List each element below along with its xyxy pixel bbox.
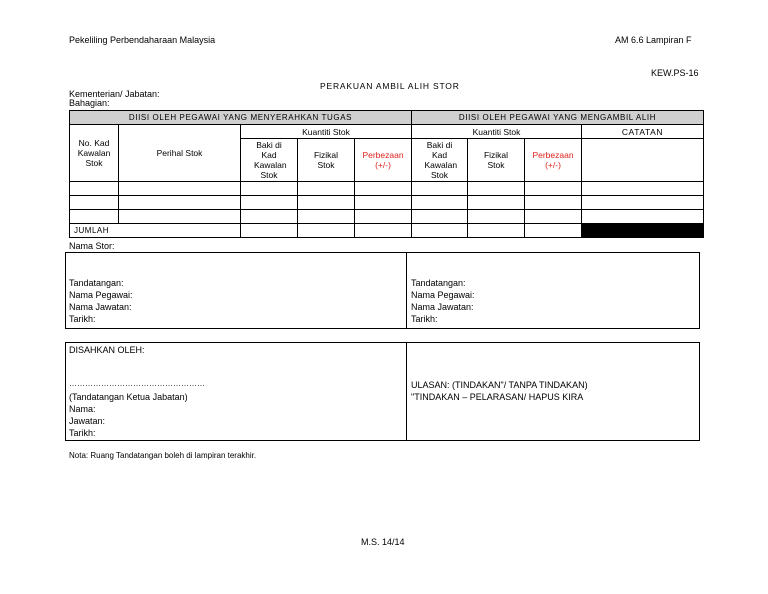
- takeover-nama-jawatan: Nama Jawatan:: [411, 302, 474, 312]
- tindakan-label: "TINDAKAN – PELARASAN/ HAPUS KIRA: [411, 392, 584, 402]
- jumlah-label: JUMLAH: [70, 224, 241, 238]
- catatan-header: CATATAN: [582, 125, 704, 139]
- document-header-left: Pekeliling Perbendaharaan Malaysia: [69, 35, 216, 45]
- table-row: [70, 210, 704, 224]
- handover-tarikh: Tarikh:: [69, 314, 96, 324]
- catatan-blacked-cell: [582, 224, 704, 238]
- approval-tarikh: Tarikh:: [69, 428, 96, 438]
- signature-dotted-line: ……………………………………………: [69, 379, 205, 388]
- approval-jawatan: Jawatan:: [69, 416, 106, 426]
- takeover-nama-pegawai: Nama Pegawai:: [411, 290, 475, 300]
- handover-nama-jawatan: Nama Jawatan:: [69, 302, 132, 312]
- approval-nama: Nama:: [69, 404, 96, 414]
- table-row: [70, 182, 704, 196]
- col-no-kad-header: No. Kad Kawalan Stok: [70, 125, 119, 182]
- tandatangan-ketua-label: (Tandatangan Ketua Jabatan): [69, 392, 188, 402]
- section-handover-header: DIISI OLEH PEGAWAI YANG MENYERAHKAN TUGAS: [70, 111, 412, 125]
- form-code: KEW.PS-16: [651, 68, 699, 78]
- jumlah-row: [70, 224, 704, 238]
- col-baki-header-left: Baki di Kad Kawalan Stok: [241, 139, 298, 182]
- takeover-tandatangan: Tandatangan:: [411, 278, 466, 288]
- handover-nama-pegawai: Nama Pegawai:: [69, 290, 133, 300]
- kuantiti-stok-left-header: Kuantiti Stok: [241, 125, 412, 139]
- kementerian-label: Kementerian/ Jabatan:: [69, 89, 160, 99]
- col-baki-header-right: Baki di Kad Kawalan Stok: [412, 139, 468, 182]
- col-fizikal-header-right: Fizikal Stok: [468, 139, 525, 182]
- col-perbezaan-header-right: Perbezaan (+/-): [525, 139, 582, 182]
- table-row: [70, 196, 704, 210]
- kuantiti-stok-right-header: Kuantiti Stok: [412, 125, 582, 139]
- col-perihal-header: Perihal Stok: [119, 125, 241, 182]
- takeover-tarikh: Tarikh:: [411, 314, 438, 324]
- col-perbezaan-header-left: Perbezaan (+/-): [355, 139, 412, 182]
- catatan-header-empty: [582, 139, 704, 182]
- page-number: M.S. 14/14: [361, 537, 405, 547]
- form-title: PERAKUAN AMBIL ALIH STOR: [320, 81, 460, 91]
- col-fizikal-header-left: Fizikal Stok: [298, 139, 355, 182]
- handover-tandatangan: Tandatangan:: [69, 278, 124, 288]
- nota-text: Nota: Ruang Tandatangan boleh di lampiran terakhir.: [69, 451, 257, 460]
- disahkan-oleh-label: DISAHKAN OLEH:: [69, 345, 145, 355]
- ulasan-label: ULASAN: (TINDAKAN"/ TANPA TINDAKAN): [411, 380, 588, 390]
- stock-table: [69, 110, 704, 238]
- bahagian-label: Bahagian:: [69, 98, 110, 108]
- section-takeover-header: DIISI OLEH PEGAWAI YANG MENGAMBIL ALIH: [412, 111, 704, 125]
- document-header-right: AM 6.6 Lampiran F: [615, 35, 692, 45]
- nama-stor-label: Nama Stor:: [69, 241, 115, 251]
